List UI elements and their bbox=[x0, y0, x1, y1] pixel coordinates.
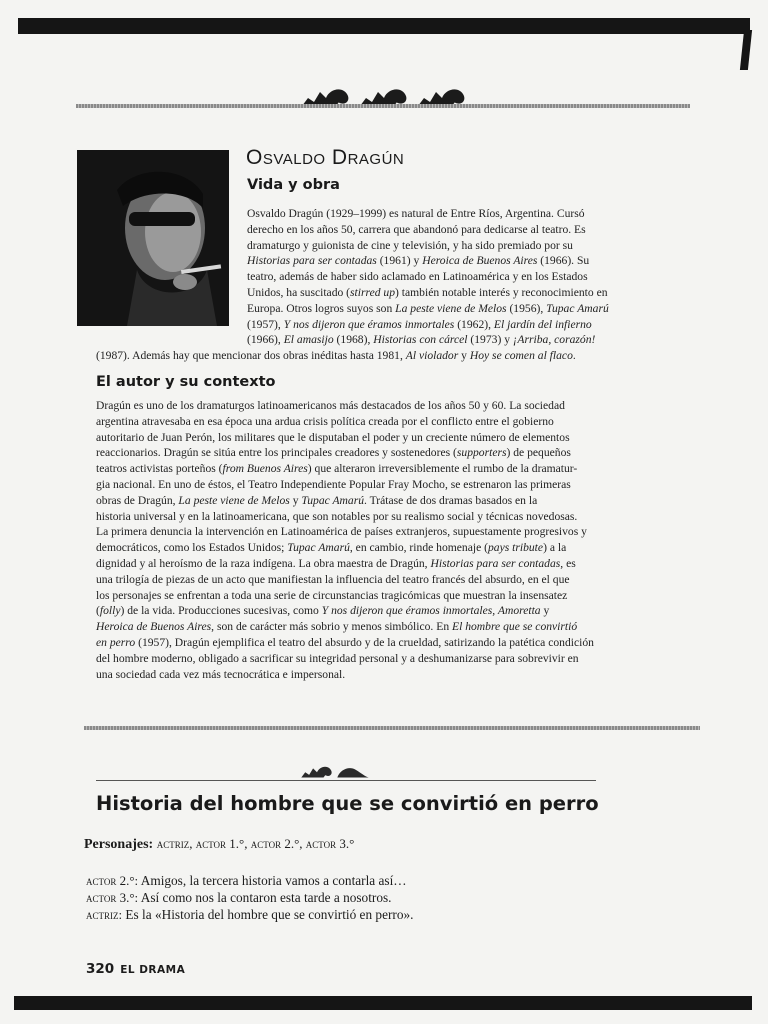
speaker: actor 2.°: bbox=[86, 873, 139, 888]
line-text: Es la «Historia del hombre que se convirtió en perro». bbox=[122, 907, 414, 922]
speaker: actriz: bbox=[86, 907, 123, 922]
cast-list bbox=[84, 836, 354, 853]
vida-line: (1987). Además hay que mencionar dos obras inéditas hasta 1981, Al violador y Hoy se comen al flaco. bbox=[96, 349, 576, 362]
vida-line: teatro, además de haber sido aclamado en Latinoamérica y en los Estados bbox=[247, 270, 588, 284]
dialogue bbox=[86, 872, 413, 923]
section-ornament bbox=[300, 762, 370, 780]
dialogue-line bbox=[86, 872, 413, 889]
section-name: EL DRAMA bbox=[120, 964, 186, 976]
title-rule bbox=[96, 780, 596, 781]
vida-line: dramaturgo y guionista de cine y televisión, y ha sido premiado por su bbox=[247, 238, 573, 252]
vida-line: (1966), El amasijo (1968), Historias con cárcel (1973) y ¡Arriba, corazón! bbox=[247, 333, 596, 347]
wave-ornament-icon bbox=[300, 762, 334, 780]
dialogue-line bbox=[86, 889, 413, 906]
contexto-line: autoritario de Juan Perón, los militares que le disputaban el poder y un creciente número de elementos bbox=[96, 430, 570, 444]
contexto-line: obras de Dragún, La peste viene de Melos y Tupac Amarú. Trátase de dos dramas basados en la bbox=[96, 493, 538, 507]
contexto-paragraph bbox=[96, 398, 680, 682]
wave-ornament-icon bbox=[336, 762, 370, 780]
contexto-line: (folly) de la vida. Producciones sucesivas, como Y nos dijeron que éramos inmortales, Amoretta y bbox=[96, 604, 550, 618]
contexto-line: una sociedad cada vez más tecnocrática e impersonal. bbox=[96, 667, 346, 681]
line-text: Así como nos la contaron esta tarde a nosotros. bbox=[138, 890, 392, 905]
play-title: Historia del hombre que se convirtió en perro bbox=[96, 792, 599, 815]
dialogue-line bbox=[86, 906, 413, 923]
contexto-line: teatros activistas porteños (from Buenos Aires) que alteraron irreversiblemente el rumbo de la dramatur- bbox=[96, 462, 578, 476]
vida-line: Unidos, ha suscitado (stirred up) también notable interés y reconocimiento en bbox=[247, 285, 608, 299]
contexto-line: argentina atravesaba en esa época una ardua crisis política creada por el conflicto entre el gobierno bbox=[96, 414, 554, 428]
author-photo bbox=[77, 150, 229, 326]
vida-heading: Vida y obra bbox=[247, 177, 340, 193]
contexto-line: Dragún es uno de los dramaturgos latinoamericanos más destacados de los años 50 y 60. La sociedad bbox=[96, 399, 565, 412]
vida-line: Europa. Otros logros suyos son La peste viene de Melos (1956), Tupac Amarú bbox=[247, 301, 609, 315]
contexto-line: La primera denuncia la intervención en Latinoamérica de países extranjeros, supuestamente progresivos y bbox=[96, 525, 587, 539]
contexto-heading: El autor y su contexto bbox=[96, 374, 276, 390]
cast-label: Personajes: bbox=[84, 837, 154, 852]
contexto-line: los personajes se enfrentan a toda una serie de circunstancias tragicómicas que muestran la insensatez bbox=[96, 588, 568, 602]
contexto-line: dignidad y al heroísmo de la raza indígena. La obra maestra de Dragún, Historias para ser contadas, es bbox=[96, 556, 576, 570]
top-black-bar bbox=[18, 18, 750, 34]
author-portrait-icon bbox=[77, 150, 229, 326]
contexto-line: en perro (1957), Dragún ejemplifica el teatro del absurdo y de la crueldad, satirizando la patética condición bbox=[96, 635, 594, 649]
page-footer bbox=[86, 961, 185, 977]
vida-line: Historias para ser contadas (1961) y Heroica de Buenos Aires (1966). Su bbox=[247, 254, 590, 268]
contexto-line: reaccionarios. Dragún se sitúa entre los principales creadores y sostenedores (supporters) de pequeños bbox=[96, 446, 571, 460]
page-number: 320 bbox=[86, 961, 115, 977]
line-text: Amigos, la tercera historia vamos a contarla así… bbox=[138, 873, 407, 888]
speaker: actor 3.°: bbox=[86, 890, 139, 905]
vida-line: derecho en los años 50, carrera que abandonó para dedicarse al teatro. Es bbox=[247, 222, 586, 236]
contexto-line: Heroica de Buenos Aires, son de carácter más sobrio y menos simbólico. En El hombre que se convirtió bbox=[96, 620, 578, 634]
vida-line: (1957), Y nos dijeron que éramos inmortales (1962), El jardín del infierno bbox=[247, 317, 592, 331]
cast-names: actriz, actor 1.°, actor 2.°, actor 3.° bbox=[156, 836, 355, 851]
middle-divider bbox=[84, 726, 700, 730]
contexto-line: una trilogía de piezas de un acto que manifiestan la influencia del teatro francés del absurdo, en el que bbox=[96, 572, 570, 586]
contexto-line: historia universal y en la latinoamericana, que son notables por su realismo social y técnicas novedosas. bbox=[96, 509, 578, 523]
contexto-line: del hombre moderno, obligado a sacrificar su integridad personal y a deshumanizarse para sobrevivir en bbox=[96, 651, 579, 665]
vida-last-line bbox=[96, 348, 696, 364]
bottom-black-bar bbox=[14, 996, 752, 1010]
top-divider bbox=[76, 104, 690, 108]
vida-line: Osvaldo Dragún (1929–1999) es natural de Entre Ríos, Argentina. Cursó bbox=[247, 207, 585, 220]
contexto-line: gia nacional. En uno de éstos, el Teatro Independiente Popular Fray Mocho, se estrenaron las primeras bbox=[96, 477, 571, 491]
author-name: Osvaldo Dragún bbox=[246, 146, 405, 169]
vida-paragraph bbox=[247, 206, 675, 348]
page-curl-edge bbox=[740, 30, 752, 70]
contexto-line: democráticos, como los Estados Unidos; Tupac Amarú, en cambio, rinde homenaje (pays tribute) a la bbox=[96, 541, 567, 555]
